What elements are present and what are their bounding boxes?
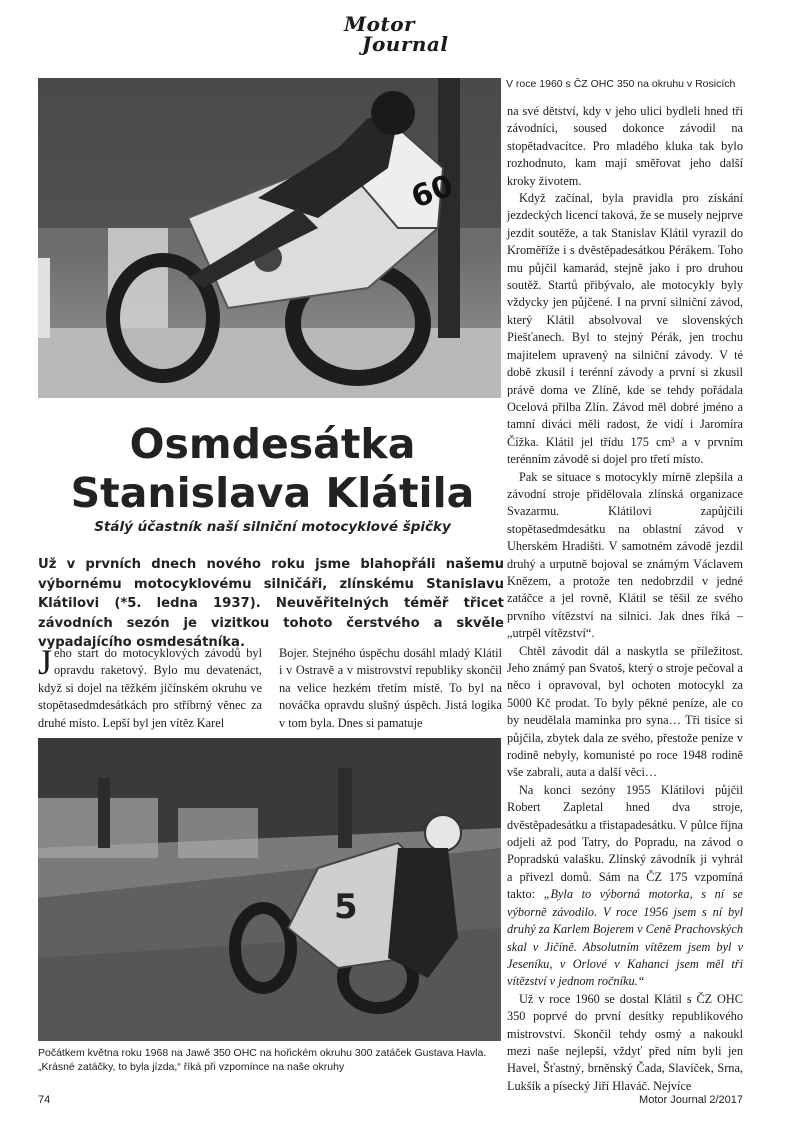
magazine-logo [340,12,450,64]
motorcycle-photo-1968 [38,738,501,1041]
logo-line1: Motor [344,12,416,36]
article-title [40,420,505,518]
col3-paragraph-4: Chtěl závodit dál a naskytla se příležitost. Jeho známý pan Svatoš, který o stroje pečoval a něco i opravoval, byl ochoten motocykl za 5000 Kč prodat. To byly pěkné peníze, ale co by neudělala maminka pro syna… Tři tisíce si půjčila, zbytek dala ze svého, přestože peníze v rodině nebyly, komunisté po roce 1948 rodině vše zabrali, auta a další věci… [507,643,743,780]
page-number: 74 [38,1094,51,1106]
title-line1: Osmdesátka [129,420,416,468]
photo-bottom-caption: Počátkem května roku 1968 na Jawě 350 OHC na hořickém okruhu 300 zatáček Gustava Havla. „Krásné zatáčky, to byla jízda,“ říká při vzpomínce na naše okruhy [38,1047,487,1073]
column-3 [507,103,743,1095]
column-1 [38,642,262,732]
race-number-5: 5 [334,887,358,927]
title-line2: Stanislava Klátila [70,469,475,517]
column-2 [279,645,502,732]
col3-paragraph-2: Když začínal, byla pravidla pro získání jezdeckých licencí taková, že se musely nejprve jezdit soutěže, a tak Stanislav Klátil vyrazil do Kroměříže i s dvěstěpadesátkou Pérákem. Toho mu půjčil kamarád, stejně jako i pro druhou soutěž. Startů přibývalo, ale motocykly byly vždycky jen půjčené. I na první silniční závod, který Klátil absolvoval ve slovenských Piešťanech. Byl to stejný Pérák, jen trochu majitelem upravený na silniční závody. V té době zkusil i terénní závody a první si zkusil právě doma ve Zlíně, kde se tehdy pořádala Ocelová přilba Zlín. Závod měl dobré jméno a tamní diváci měli radost, že vidí i Jaromíra Čížka. Klátil jel třídu 175 cm³ a v prvním terénním závodě si dojel pro třetí místo. [507,191,743,467]
motorcycle-photo-1960 [38,78,501,398]
col3-paragraph-3: Pak se situace s motocykly mírně zlepšila a závodní stroje přidělovala zlínská organizace Svazarmu. Klátilovi zapůjčili stopětasedmdesátku na oblastní závod v Uherském Hradišti. V samotném závodě jezdil druhý a urputně bojoval se známým Václavem Knězem, a protože ten nedobrzdil v jedné zatáčce a jel rovně, Klátil se těšil ze svého prvního vítězství na silnici. Jak dnes říká – „utrpěl vítězství“. [507,469,743,641]
photo-top [38,78,501,398]
col2-paragraph: Bojer. Stejného úspěchu dosáhl mladý Klátil i v Ostravě a v mistrovství republiky skončil na velice hezkém třetím místě. To byl na nováčka opravdu slušný úspěch. Jistá logika v tom byla. Dnes si pamatuje [279,646,502,730]
col3-paragraph-5: Na konci sezóny 1955 Klátilovi půjčil Robert Zapletal hned dva stroje, dvěstěpadesátku a třistapadesátku. V půlce října odjeli až pod Tatry, do Popradu, na závod o Popradskú valašku. Zlínský závodník ji vyhrál a přivezl domů. Sám na ČZ 175 vzpomíná takto: „Byla to výborná motorka, s ní se výborně závodilo. V roce 1956 jsem s ní byl druhý za Karlem Bojerem v Ceně Prachovských skal v Jičíně. Absolutním vítězem jsem byl v Jeseníku, v Orlové v Kahanci jsem měl tři vítězství v jednom ročníku.“ [507,782,743,989]
drop-cap: J [38,642,53,682]
article-subtitle: Stálý účastník naší silniční motocyklové špičky [94,519,451,535]
article-lead: Už v prvních dnech nového roku jsme blahopřáli našemu výbornému motocyklovému silničáři, zlínskému Stanislavu Klátilovi (*5. ledna 1937). Neuvěřitelných téměř třicet závodních sezón je vizitkou tohoto čerstvého a skvěle vypadajícího osmdesátníka. [38,557,504,650]
issue-label: Motor Journal 2/2017 [639,1094,743,1106]
photo-bottom [38,738,501,1041]
col3-paragraph-6: Už v roce 1960 se dostal Klátil s ČZ OHC 350 poprvé do první desítky republikového mistrovství. Skončil tehdy osmý a nakoukl mezi naše nejlepší, vždyť před ním byli jen Havel, Šťastný, brněnský Čada, Slavíček, Srna, Lukšík a písecký Jiří Hlaváč. Nejvíce [507,991,743,1093]
col3-paragraph-1: na své dětství, kdy v jeho ulici bydleli hned tři závodníci, soused dokonce závodil na stopětadvacítce. Pro mladého kluka tak bylo rozhodnuto, kam mají směřovat jeho další kroky životem. [507,104,743,188]
logo-line2: Journal [362,32,449,56]
klatil-quote: „Byla to výborná motorka, s ní se výborně závodilo. V roce 1956 jsem s ní byl druhý za Karlem Bojerem v Ceně Prachovských skal v Jičíně. Absolutním vítězem jsem byl v Jeseníku, v Orlové v Kahanci jsem měl tři vítězství v jednom ročníku.“ [507,887,743,989]
photo-top-caption: V roce 1960 s ČZ OHC 350 na okruhu v Rosicích [506,78,736,90]
race-number-60: 60 [406,168,458,216]
col1-paragraph: Jeho start do motocyklových závodů byl opravdu raketový. Bylo mu devatenáct, když si dojel na těžkém jičínském okruhu ve stopětasedmdesátkách pro stříbrný věnec za druhé místo. Lepší byl jen vítěz Karel [38,642,262,730]
